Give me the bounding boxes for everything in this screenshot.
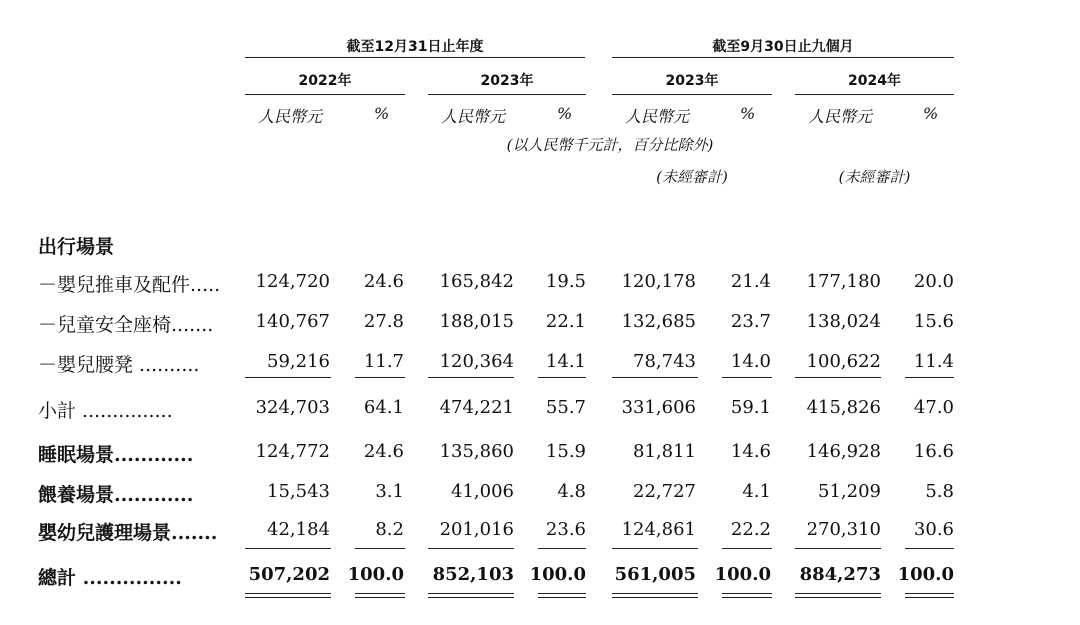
cell-subtotal-2022-pct: 64.1 [363, 397, 404, 418]
cell-total-2023-9m-rmb: 561,005 [614, 564, 696, 585]
cell-subtotal-2023-9m-pct: 59.1 [730, 397, 771, 418]
total-double-rule [355, 593, 405, 594]
group-header-nine-months: 截至9月30日止九個月 [712, 39, 854, 55]
cell-car-seat-2024-9m-pct: 15.6 [913, 311, 954, 332]
cell-feeding-2023-9m-rmb: 22,727 [633, 481, 696, 502]
total-double-rule [538, 593, 586, 594]
unaudited-note-2024: (未經審計) [838, 168, 911, 186]
cell-feeding-2024-9m-pct: 5.8 [925, 481, 954, 502]
year-rule-2022 [245, 94, 405, 95]
cell-care-2024-9m-pct: 30.6 [913, 519, 954, 540]
cell-total-2023-9m-pct: 100.0 [714, 564, 771, 585]
total-double-rule [905, 597, 954, 598]
subtotal-rule [428, 377, 514, 378]
group-rule-nine-months [612, 57, 954, 58]
section-label-travel: 出行場景 [38, 236, 115, 258]
cell-total-2022-pct: 100.0 [347, 564, 404, 585]
row-label-care: 嬰幼兒護理場景....... [38, 522, 218, 544]
cell-sleep-2023-9m-pct: 14.6 [730, 441, 771, 462]
total-double-rule [245, 593, 331, 594]
group-header-full-year: 截至12月31日止年度 [346, 39, 484, 55]
cell-care-2024-9m-rmb: 270,310 [806, 519, 881, 540]
cell-car-seat-2023-9m-pct: 23.7 [730, 311, 771, 332]
cell-sleep-2023fy-rmb: 135,860 [439, 441, 514, 462]
cell-subtotal-2023fy-pct: 55.7 [545, 397, 586, 418]
cell-hip-seat-2022-pct: 11.7 [363, 351, 404, 372]
year-header-2023-9m: 2023年 [665, 73, 719, 89]
cell-stroller-2022-rmb: 124,720 [255, 271, 330, 292]
cell-care-2023-9m-pct: 22.2 [730, 519, 771, 540]
cell-stroller-2024-9m-rmb: 177,180 [806, 271, 881, 292]
cell-hip-seat-2023fy-pct: 14.1 [545, 351, 586, 372]
subtotal-rule [538, 377, 586, 378]
total-double-rule [538, 597, 586, 598]
cell-feeding-2023fy-pct: 4.8 [557, 481, 586, 502]
row-label-total: 總計 ............... [38, 567, 182, 589]
cell-total-2022-rmb: 507,202 [248, 564, 330, 585]
total-top-rule [905, 548, 954, 549]
cell-hip-seat-2024-9m-rmb: 100,622 [806, 351, 881, 372]
cell-care-2023-9m-rmb: 124,861 [621, 519, 696, 540]
cell-total-2024-9m-rmb: 884,273 [799, 564, 881, 585]
total-double-rule [428, 593, 514, 594]
cell-subtotal-2023fy-rmb: 474,221 [439, 397, 514, 418]
total-top-rule [612, 548, 698, 549]
row-label-subtotal: 小計 ............... [38, 400, 173, 422]
subtotal-rule [612, 377, 698, 378]
cell-hip-seat-2022-rmb: 59,216 [267, 351, 330, 372]
cell-total-2023fy-pct: 100.0 [529, 564, 586, 585]
year-rule-2023-9m [612, 94, 772, 95]
cell-car-seat-2023-9m-rmb: 132,685 [621, 311, 696, 332]
cell-feeding-2023fy-rmb: 41,006 [451, 481, 514, 502]
total-double-rule [722, 597, 772, 598]
total-top-rule [795, 548, 881, 549]
total-double-rule [355, 597, 405, 598]
year-header-2023-fy: 2023年 [480, 73, 534, 89]
year-rule-2023-fy [428, 94, 586, 95]
cell-stroller-2022-pct: 24.6 [363, 271, 404, 292]
total-top-rule [355, 548, 405, 549]
cell-feeding-2022-rmb: 15,543 [267, 481, 330, 502]
year-rule-2024-9m [795, 94, 954, 95]
cell-subtotal-2023-9m-rmb: 331,606 [621, 397, 696, 418]
cell-car-seat-2023fy-rmb: 188,015 [439, 311, 514, 332]
subtotal-rule [795, 377, 881, 378]
cell-car-seat-2022-rmb: 140,767 [255, 311, 330, 332]
cell-subtotal-2022-rmb: 324,703 [255, 397, 330, 418]
cell-hip-seat-2023-9m-pct: 14.0 [730, 351, 771, 372]
year-header-2024-9m: 2024年 [848, 73, 901, 89]
total-top-rule [538, 548, 586, 549]
cell-care-2022-rmb: 42,184 [267, 519, 330, 540]
unit-pct-2022: % [374, 104, 390, 123]
total-double-rule [722, 593, 772, 594]
unit-pct-2023-9m: % [740, 104, 756, 123]
cell-sleep-2023fy-pct: 15.9 [545, 441, 586, 462]
total-top-rule [428, 548, 514, 549]
cell-stroller-2024-9m-pct: 20.0 [913, 271, 954, 292]
cell-feeding-2023-9m-pct: 4.1 [742, 481, 771, 502]
cell-hip-seat-2024-9m-pct: 11.4 [913, 351, 954, 372]
row-label-stroller: －嬰兒推車及配件..... [38, 274, 221, 296]
cell-car-seat-2022-pct: 27.8 [363, 311, 404, 332]
cell-sleep-2022-rmb: 124,772 [255, 441, 330, 462]
subtotal-rule [722, 377, 772, 378]
cell-stroller-2023fy-pct: 19.5 [545, 271, 586, 292]
cell-subtotal-2024-9m-rmb: 415,826 [806, 397, 881, 418]
cell-sleep-2024-9m-rmb: 146,928 [806, 441, 881, 462]
cell-sleep-2023-9m-rmb: 81,811 [633, 441, 696, 462]
cell-total-2024-9m-pct: 100.0 [897, 564, 954, 585]
subtotal-rule [245, 377, 331, 378]
total-top-rule [245, 548, 331, 549]
cell-hip-seat-2023-9m-rmb: 78,743 [633, 351, 696, 372]
cell-subtotal-2024-9m-pct: 47.0 [913, 397, 954, 418]
cell-total-2023fy-rmb: 852,103 [432, 564, 514, 585]
cell-stroller-2023-9m-rmb: 120,178 [621, 271, 696, 292]
cell-care-2023fy-rmb: 201,016 [439, 519, 514, 540]
total-double-rule [795, 597, 881, 598]
total-double-rule [612, 597, 698, 598]
cell-sleep-2022-pct: 24.6 [363, 441, 404, 462]
row-label-sleep: 睡眠場景............ [38, 444, 194, 466]
subtotal-rule [905, 377, 954, 378]
row-label-hip-seat: －嬰兒腰凳 .......... [38, 354, 200, 376]
cell-stroller-2023fy-rmb: 165,842 [439, 271, 514, 292]
total-double-rule [795, 593, 881, 594]
cell-care-2023fy-pct: 23.6 [545, 519, 586, 540]
unit-note: (以人民幣千元計，百分比除外) [506, 136, 714, 154]
total-double-rule [428, 597, 514, 598]
cell-car-seat-2024-9m-rmb: 138,024 [806, 311, 881, 332]
cell-hip-seat-2023fy-rmb: 120,364 [439, 351, 514, 372]
unit-pct-2024-9m: % [923, 104, 939, 123]
cell-stroller-2023-9m-pct: 21.4 [730, 271, 771, 292]
cell-feeding-2022-pct: 3.1 [375, 481, 404, 502]
group-rule-full-year [245, 57, 585, 58]
unit-rmb-2023-fy: 人民幣元 [441, 107, 506, 126]
row-label-feeding: 餵養場景............ [38, 484, 194, 506]
cell-feeding-2024-9m-rmb: 51,209 [818, 481, 881, 502]
row-label-car-seat: －兒童安全座椅....... [38, 314, 214, 336]
unaudited-note-2023: (未經審計) [656, 168, 728, 186]
total-double-rule [245, 597, 331, 598]
cell-sleep-2024-9m-pct: 16.6 [913, 441, 954, 462]
cell-car-seat-2023fy-pct: 22.1 [545, 311, 586, 332]
unit-rmb-2023-9m: 人民幣元 [625, 107, 690, 126]
total-double-rule [612, 593, 698, 594]
total-double-rule [905, 593, 954, 594]
cell-care-2022-pct: 8.2 [375, 519, 404, 540]
year-header-2022: 2022年 [298, 73, 352, 89]
unit-rmb-2022: 人民幣元 [258, 107, 323, 126]
subtotal-rule [355, 377, 405, 378]
unit-rmb-2024-9m: 人民幣元 [808, 107, 873, 126]
total-top-rule [722, 548, 772, 549]
unit-pct-2023-fy: % [557, 104, 573, 123]
